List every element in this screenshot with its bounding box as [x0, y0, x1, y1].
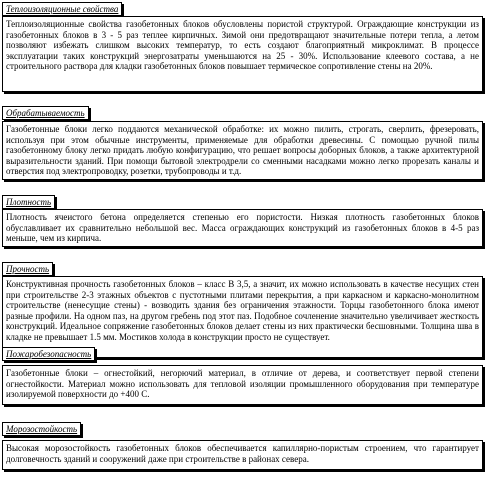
section-text-strength: Конструктивная прочность газобетонных блоков – класс В 3,5, а значит, их можно использовать в качестве несущих стен при строительстве 2-3 этажных объектов с пустотными плитами перекрытия, а при каркасном и каркасно-монолитном строительстве (ненесущие стены) - возводить здания без ограничения этажности. Торцы газобетонного блока имеют разные профили. На одном паз, на другом гребень под этот паз. Подобное сочленение значительно увеличивает жесткость конструкций. Идеальное сопряжение газобетонных блоков делает стены из них практически бесшовными. Толщина шва в кладке не превышает 1.5 мм. Мостиков холода в конструкции просто не существует. [2, 276, 483, 358]
section-text-thermal-insulation: Теплоизоляционные свойства газобетонных блоков обусловлены пористой структурой. Ограждающие конструкции из газобетонных блоков в 3 - 5 раз теплее кирпичных. Зимой они предотвращают значительные потери тепла, а летом позволяют избежать слишком высоких температур, то есть создают благоприятный микроклимат. В процессе эксплуатации таких конструкций энергозатраты уменьшаются на 25 - 30%. Использование клеевого состава, а не строительного раствора для кладки газобетонных блоков повышает термическое сопротивление стены на 20%. [2, 16, 483, 92]
section-text-fire-safety: Газобетонные блоки – огнестойкий, негорючий материал, в отличие от дерева, и соответствует первой степени огнестойкости. Материал можно использовать для тепловой изоляции промышленного оборудования при температуре изолируемой поверхности до +400 С. [2, 365, 483, 405]
section-title-strength: Прочность [2, 262, 53, 276]
section-text-frost-resistance: Высокая морозостойкость газобетонных блоков обеспечивается капиллярно-пористым строением, что гарантирует долговечность зданий и сооружений даже при строительстве в районах севера. [2, 440, 483, 470]
section-text-density: Плотность ячеистого бетона определяется степенью его пористости. Низкая плотность газобетонных блоков обуславливает их сравнительно небольшой вес. Масса ограждающих конструкций из газобетонных блоков в 4-5 раз меньше, чем из кирпича. [2, 209, 483, 247]
section-title-frost-resistance: Морозостойкость [2, 422, 81, 436]
section-title-density: Плотность [2, 195, 55, 209]
section-title-fire-safety: Пожаробезопасность [2, 347, 95, 361]
section-title-thermal-insulation: Теплоизоляционные свойства [2, 2, 122, 16]
section-text-workability: Газобетонные блоки легко поддаются механической обработке: их можно пилить, строгать, сверлить, фрезеровать, используя при этом обычные инструменты, применяемые для обработки древесины. С помощью ручной пилы газобетонному блоку легко придать любую конфигурацию, что решает вопросы доборных блоков, а также архитектурной выразительности зданий. При помощи бытовой электродрели со сменными насадками можно легко прорезать каналы и отверстия под электропроводку, розетки, трубопроводы и т.д. [2, 121, 483, 180]
section-title-workability: Обрабатываемость [2, 106, 89, 120]
